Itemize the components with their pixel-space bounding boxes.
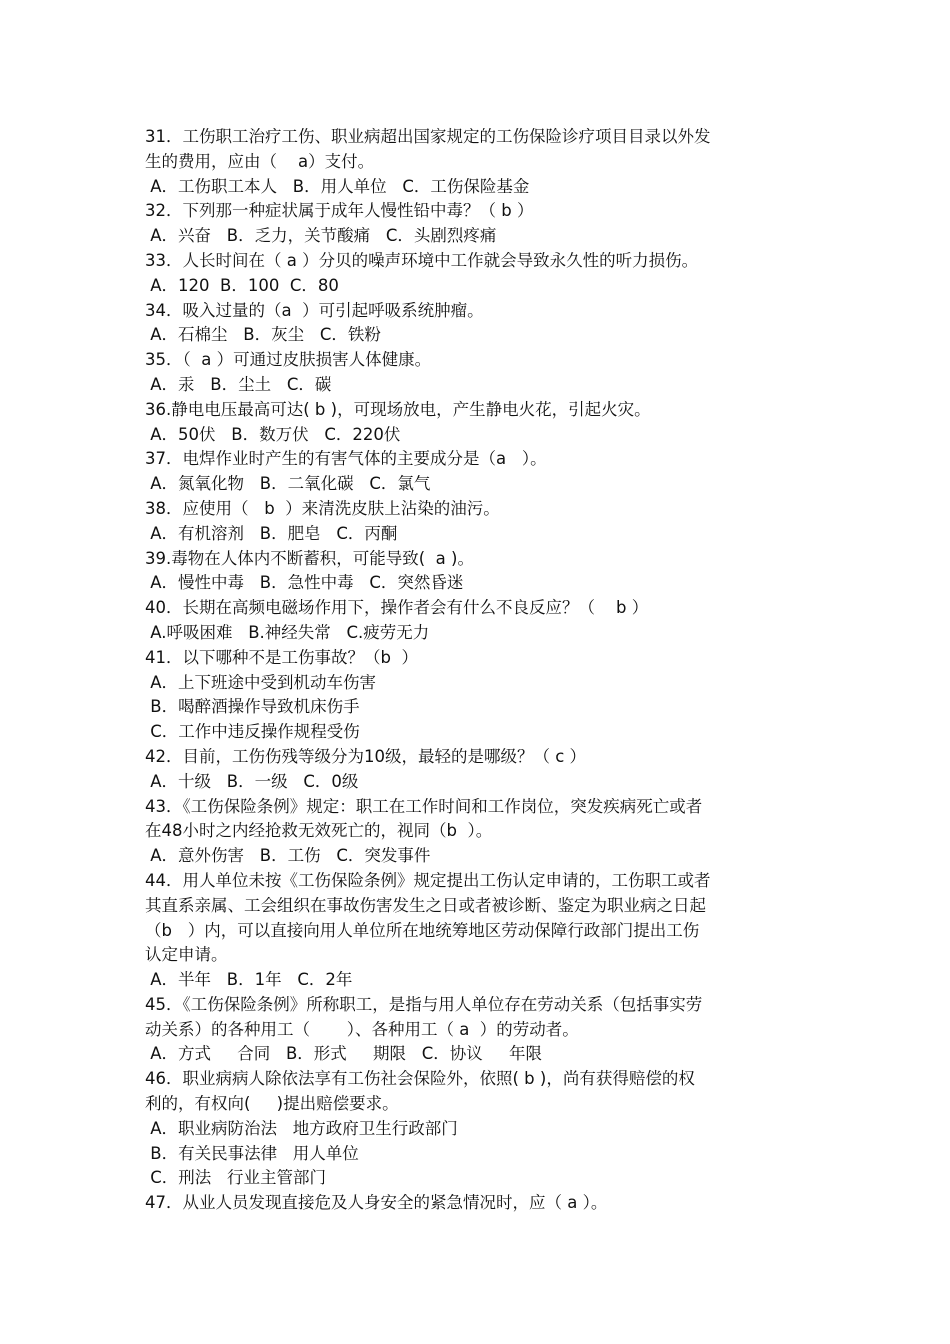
text-line: A．十级 B．一级 C．0级 [145, 771, 359, 791]
text-line: 45．《工伤保险条例》所称职工，是指与用人单位存在劳动关系（包括事实劳 [145, 994, 703, 1014]
question-list [145, 125, 805, 1216]
text-line: 动关系）的各种用工（ ）、各种用工（ a ）的劳动者。 [145, 1019, 579, 1039]
text-line: A．上下班途中受到机动车伤害 [145, 672, 377, 692]
text-line: 47．从业人员发现直接危及人身安全的紧急情况时，应（ a ）。 [145, 1193, 608, 1213]
text-line: 利的，有权向( )提出赔偿要求。 [145, 1094, 399, 1114]
text-line: A．方式 合同 B．形式 期限 C．协议 年限 [145, 1044, 543, 1064]
text-line: 40．长期在高频电磁场作用下，操作者会有什么不良反应？（ b ） [145, 598, 649, 618]
text-line: （b ）内，可以直接向用人单位所在地统筹地区劳动保障行政部门提出工伤 [145, 920, 700, 940]
text-line: 35．（ a ）可通过皮肤损害人体健康。 [145, 350, 432, 370]
text-line: 41．以下哪种不是工伤事故？（b ） [145, 647, 418, 667]
text-line: 36.静电电压最高可达( b )，可现场放电，产生静电火花，引起火灾。 [145, 399, 651, 419]
text-line: A．120 B．100 C．80 [145, 275, 339, 295]
text-line: C．工作中违反操作规程受伤 [145, 722, 360, 742]
text-line: A．兴奋 B．乏力，关节酸痛 C．头剧烈疼痛 [145, 226, 497, 246]
text-line: A．半年 B．1年 C．2年 [145, 970, 353, 990]
text-line: A．有机溶剂 B．肥皂 C．丙酮 [145, 523, 398, 543]
text-line: A．50伏 B．数万伏 C．220伏 [145, 424, 401, 444]
text-line: 33．人长时间在（ a ）分贝的噪声环境中工作就会导致永久性的听力损伤。 [145, 250, 699, 270]
text-line: 32．下列那一种症状属于成年人慢性铅中毒？（ b ） [145, 201, 534, 221]
text-line: 43．《工伤保险条例》规定：职工在工作时间和工作岗位，突发疾病死亡或者 [145, 796, 703, 816]
text-line: 37．电焊作业时产生的有害气体的主要成分是（a ）。 [145, 449, 547, 469]
text-line: 其直系亲属、工会组织在事故伤害发生之日或者被诊断、鉴定为职业病之日起 [145, 895, 706, 915]
text-line: C．刑法 行业主管部门 [145, 1168, 327, 1188]
text-line: A．职业病防治法 地方政府卫生行政部门 [145, 1118, 458, 1138]
text-line: A.呼吸困难 B.神经失常 C.疲劳无力 [145, 622, 430, 642]
text-line: A．汞 B．尘土 C．碳 [145, 374, 332, 394]
text-line: 42．目前，工伤伤残等级分为10级，最轻的是哪级？（ c ） [145, 746, 587, 766]
text-line: A．工伤职工本人 B．用人单位 C．工伤保险基金 [145, 176, 530, 196]
text-line: 认定申请。 [145, 945, 228, 965]
text-line: A．氮氧化物 B．二氧化碳 C．氯气 [145, 474, 431, 494]
text-line: A．意外伤害 B．工伤 C．突发事件 [145, 846, 431, 866]
text-line: 34．吸入过量的（a ）可引起呼吸系统肿瘤。 [145, 300, 484, 320]
text-line: 46．职业病病人除依法享有工伤社会保险外，依照( b )，尚有获得赔偿的权 [145, 1069, 695, 1089]
text-line: A．石棉尘 B．灰尘 C．铁粉 [145, 325, 381, 345]
text-line: 31．工伤职工治疗工伤、职业病超出国家规定的工伤保险诊疗项目目录以外发 [145, 127, 711, 146]
text-line: B．有关民事法律 用人单位 [145, 1143, 359, 1163]
text-line: 39.毒物在人体内不断蓄积，可能导致( a )。 [145, 548, 474, 568]
text-line: 44．用人单位未按《工伤保险条例》规定提出工伤认定申请的，工伤职工或者 [145, 870, 711, 890]
text-line: B．喝醉酒操作导致机床伤手 [145, 697, 360, 717]
text-line: 38．应使用（ b ）来清洗皮肤上沾染的油污。 [145, 498, 500, 518]
text-line: A．慢性中毒 B．急性中毒 C．突然昏迷 [145, 573, 464, 593]
text-line: 生的费用，应由（ a）支付。 [145, 151, 375, 171]
text-line: 在48小时之内经抢救无效死亡的，视同（b ）。 [145, 821, 493, 841]
